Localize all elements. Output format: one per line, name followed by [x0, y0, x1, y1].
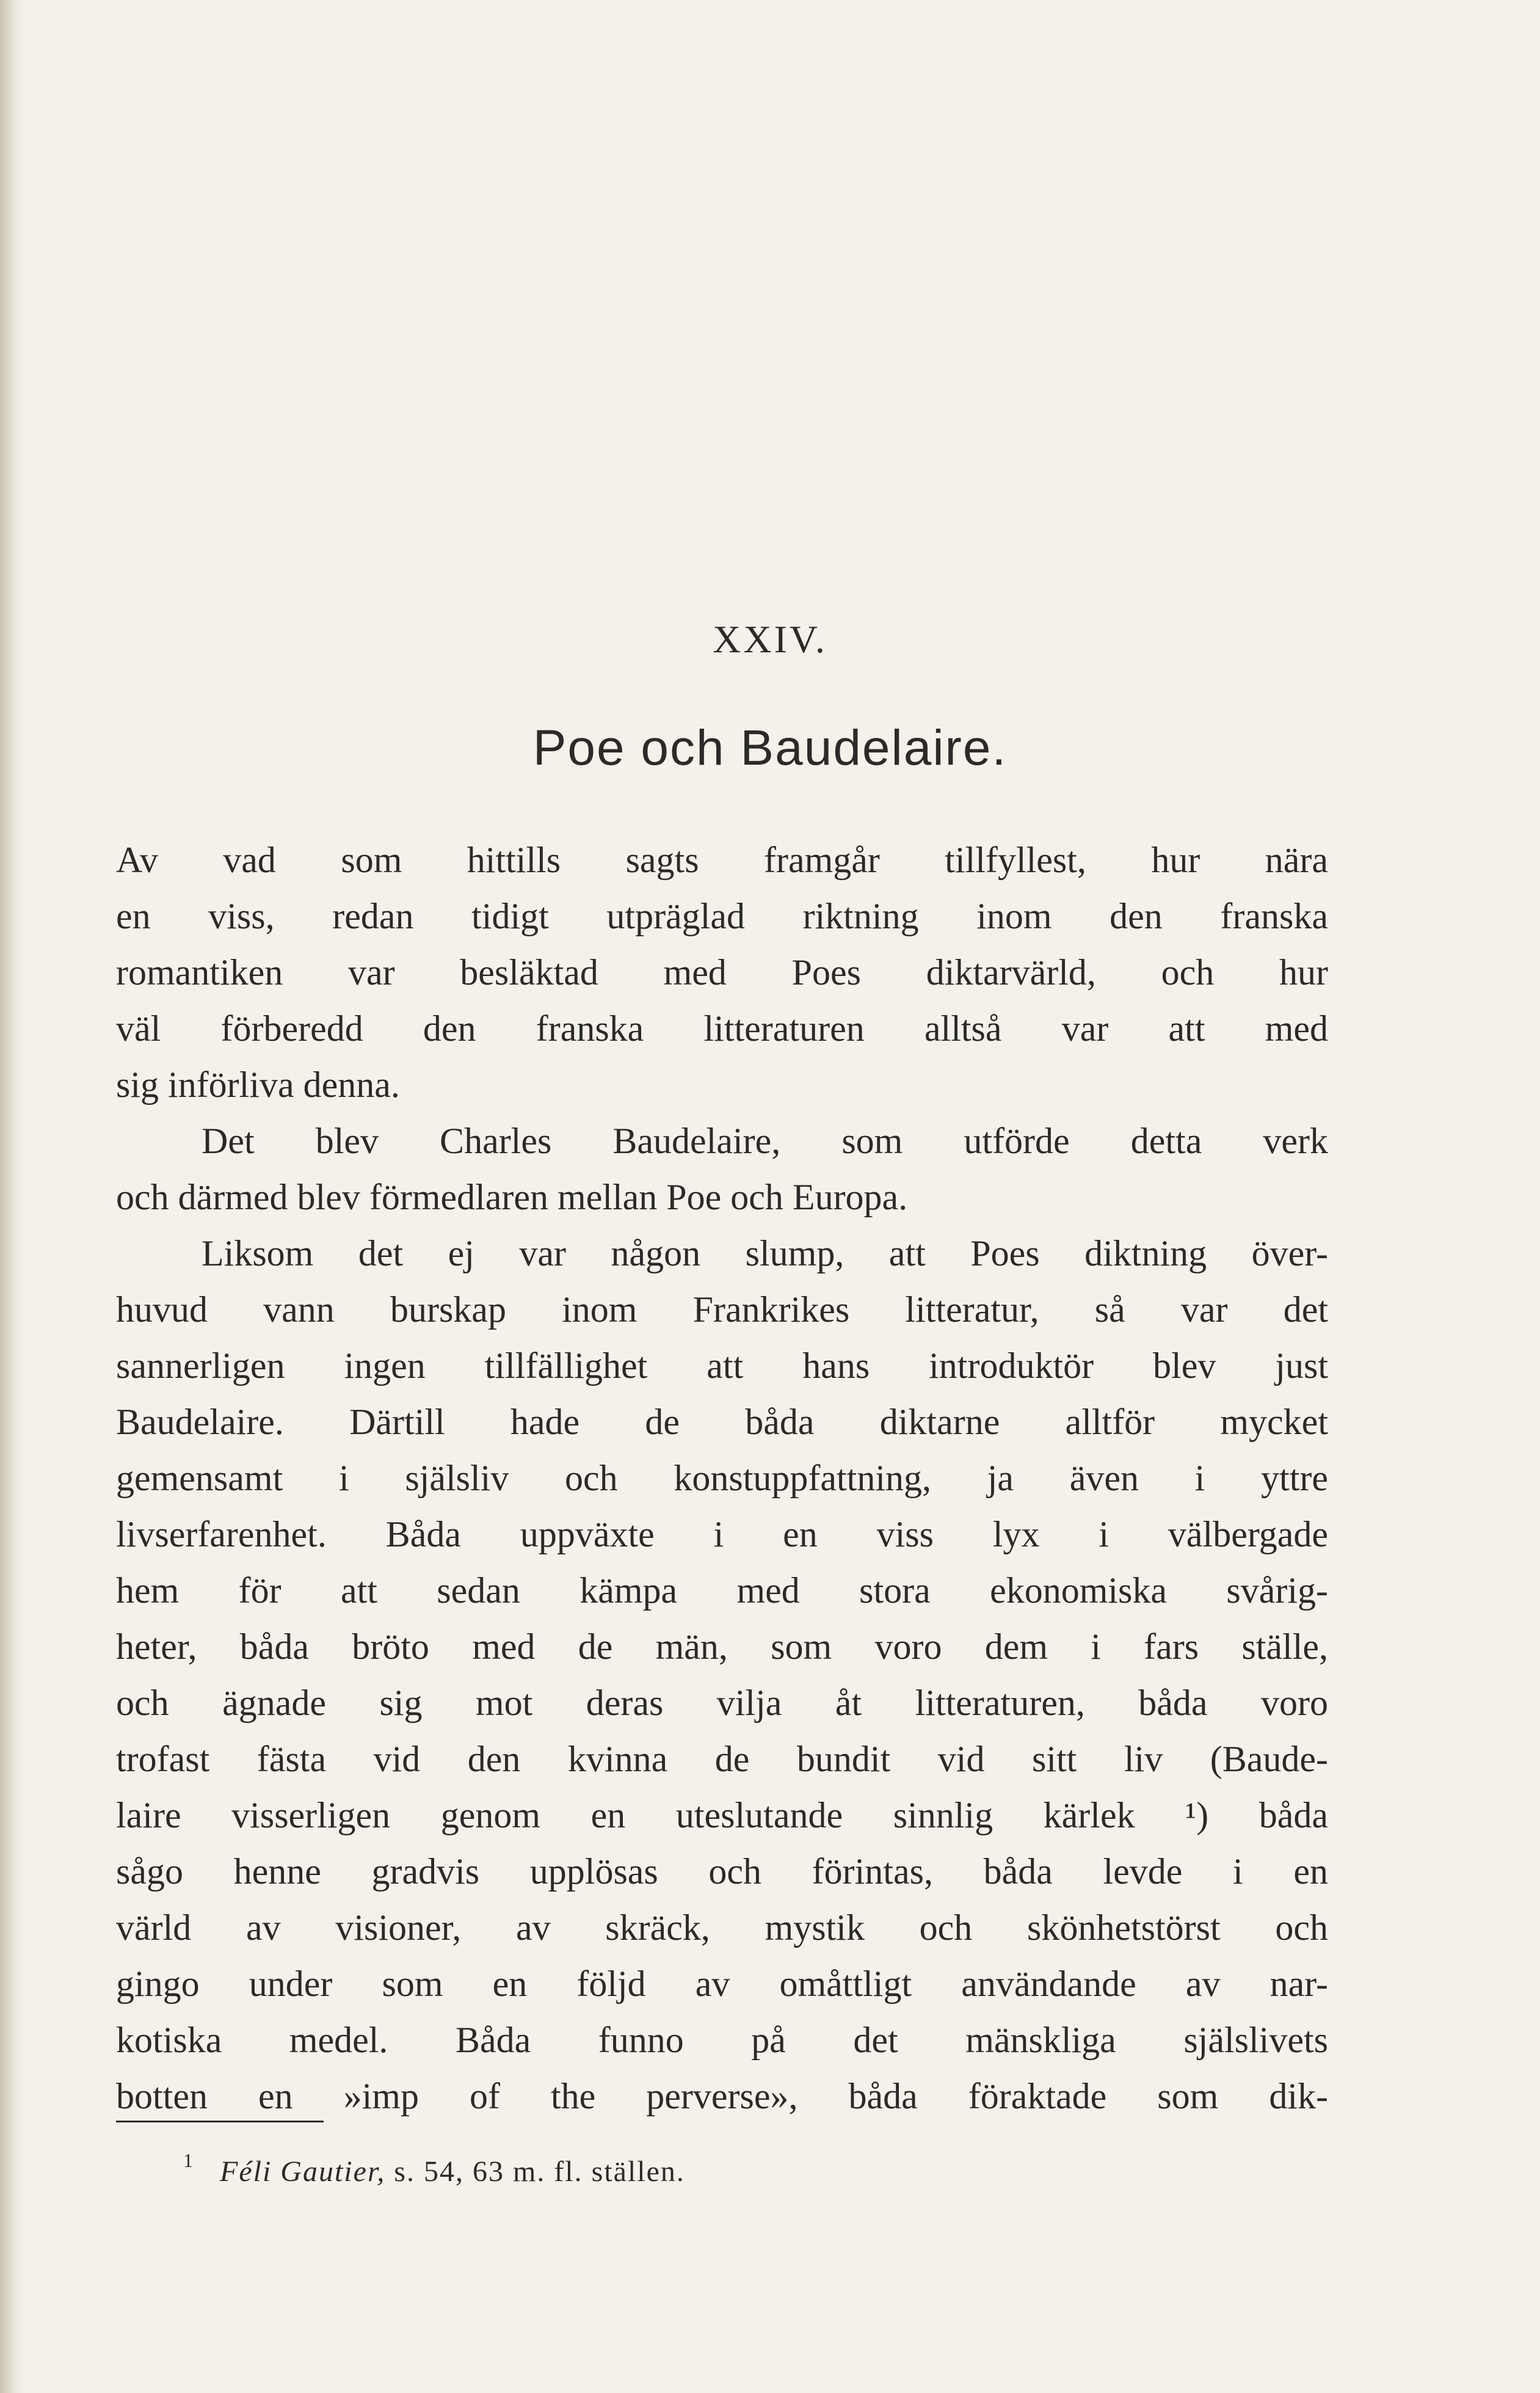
text-line: Det blev Charles Baudelaire, som utförde detta verk — [202, 1121, 1328, 1161]
text-line: Baudelaire. Därtill hade de båda diktarne alltför mycket — [116, 1402, 1328, 1442]
text-line: sig införliva denna. — [116, 1065, 400, 1105]
text-line: och därmed blev förmedlaren mellan Poe och Europa. — [116, 1177, 908, 1217]
text-line: Liksom det ej var någon slump, att Poes diktning över- — [202, 1233, 1328, 1273]
text-line: hem för att sedan kämpa med stora ekonomiska svårig- — [116, 1570, 1328, 1611]
chapter-number: XXIV. — [713, 617, 827, 661]
page-edge — [0, 0, 24, 2393]
text-line: en viss, redan tidigt utpräglad riktning inom den franska — [116, 896, 1328, 936]
footnote-divider — [116, 2121, 324, 2122]
footnote-author: Féli Gautier, — [220, 2155, 386, 2188]
footnote — [183, 2149, 685, 2188]
text-line: gemensamt i själsliv och konstuppfattning, ja även i yttre — [116, 1458, 1328, 1498]
text-line: romantiken var besläktad med Poes diktarvärld, och hur — [116, 952, 1328, 993]
text-line: botten en »imp of the perverse», båda föraktade som dik- — [116, 2076, 1328, 2116]
text-line: heter, båda bröto med de män, som voro dem i fars ställe, — [116, 1626, 1328, 1667]
text-line: livserfarenhet. Båda uppväxte i en viss lyx i välbergade — [116, 1514, 1328, 1554]
text-line: gingo under som en följd av omåttligt användande av nar- — [116, 1964, 1328, 2004]
chapter-title: Poe och Baudelaire. — [532, 720, 1008, 776]
text-line: sågo henne gradvis upplösas och förintas, båda levde i en — [116, 1851, 1328, 1892]
text-line: väl förberedd den franska litteraturen alltså var att med — [116, 1008, 1328, 1049]
text-line: kotiska medel. Båda funno på det mänskliga själslivets — [116, 2020, 1328, 2060]
text-line: huvud vann burskap inom Frankrikes litteratur, så var det — [116, 1289, 1328, 1330]
body-text — [116, 832, 1328, 2124]
text-line: Av vad som hittills sagts framgår tillfyllest, hur nära — [116, 840, 1328, 880]
text-line: och ägnade sig mot deras vilja åt litteraturen, båda voro — [116, 1683, 1328, 1723]
text-line: sannerligen ingen tillfällighet att hans introduktör blev just — [116, 1346, 1328, 1386]
footnote-marker: 1 — [183, 2149, 194, 2171]
text-line: laire visserligen genom en uteslutande sinnlig kärlek ¹) båda — [116, 1795, 1328, 1835]
text-line: värld av visioner, av skräck, mystik och skönhetstörst och — [116, 1907, 1328, 1948]
footnote-reference: s. 54, 63 m. fl. ställen. — [394, 2155, 685, 2188]
text-line: trofast fästa vid den kvinna de bundit vid sitt liv (Baude- — [116, 1739, 1328, 1779]
